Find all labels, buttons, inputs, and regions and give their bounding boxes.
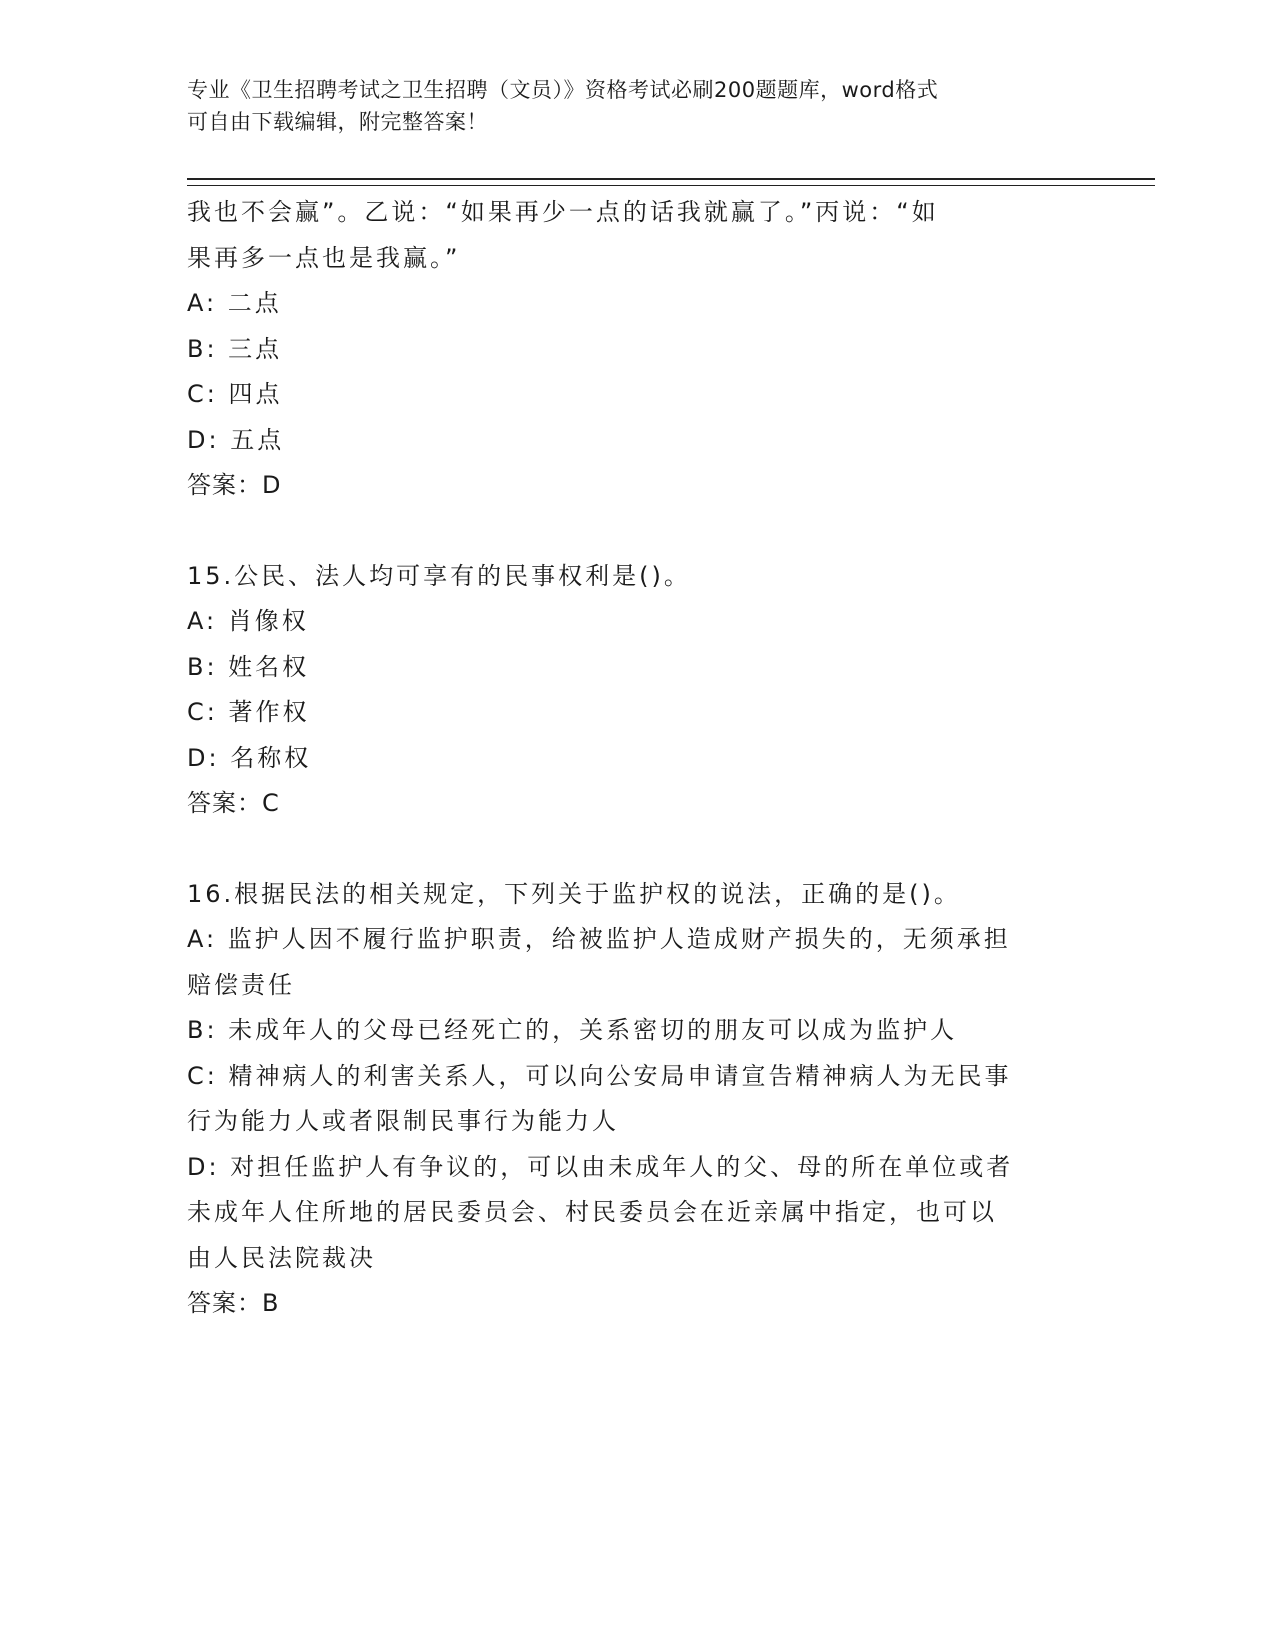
option-c: C: 四点	[187, 380, 283, 408]
option-d-continued: 由人民法院裁决	[187, 1243, 376, 1272]
option-b: B: 未成年人的父母已经死亡的，关系密切的朋友可以成为监护人	[187, 1016, 958, 1044]
option-c: C: 著作权	[187, 698, 310, 726]
header-title-line-1: 专业《卫生招聘考试之卫生招聘（文员）》资格考试必刷200题题库，word格式	[187, 78, 939, 102]
document-body	[187, 190, 1067, 1327]
option-a: A: 监护人因不履行监护职责，给被监护人造成财产损失的，无须承担	[187, 925, 1011, 953]
option-a: A: 二点	[187, 289, 282, 317]
option-d: D: 五点	[187, 425, 285, 454]
answer-line: 答案：C	[187, 789, 280, 817]
option-b: B: 三点	[187, 334, 283, 363]
option-a-continued: 赔偿责任	[187, 970, 295, 999]
question-text-line: 我也不会赢”。乙说：“如果再少一点的话我就赢了。”丙说：“如	[187, 198, 939, 226]
header-title-line-2: 可自由下载编辑，附完整答案！	[187, 110, 488, 134]
option-d: D: 名称权	[187, 743, 312, 772]
question-15	[187, 554, 1067, 827]
option-b: B: 姓名权	[187, 652, 310, 681]
page-header	[187, 74, 1067, 138]
header-divider	[187, 178, 1155, 186]
option-a: A: 肖像权	[187, 607, 309, 635]
spacer	[187, 509, 1067, 554]
spacer	[187, 827, 1067, 872]
option-d-continued: 未成年人住所地的居民委员会、村民委员会在近亲属中指定，也可以	[187, 1198, 997, 1226]
question-text-line: 果再多一点也是我赢。”	[187, 243, 461, 272]
continued-question	[187, 190, 1067, 509]
answer-line: 答案：D	[187, 471, 282, 499]
option-c: C: 精神病人的利害关系人，可以向公安局申请宣告精神病人为无民事	[187, 1061, 1012, 1090]
option-d: D: 对担任监护人有争议的，可以由未成年人的父、母的所在单位或者	[187, 1152, 1014, 1181]
question-16	[187, 872, 1067, 1327]
option-c-continued: 行为能力人或者限制民事行为能力人	[187, 1107, 619, 1135]
question-stem: 16.根据民法的相关规定，下列关于监护权的说法，正确的是()。	[187, 879, 961, 908]
question-stem: 15.公民、法人均可享有的民事权利是()。	[187, 561, 691, 590]
answer-line: 答案：B	[187, 1289, 280, 1317]
